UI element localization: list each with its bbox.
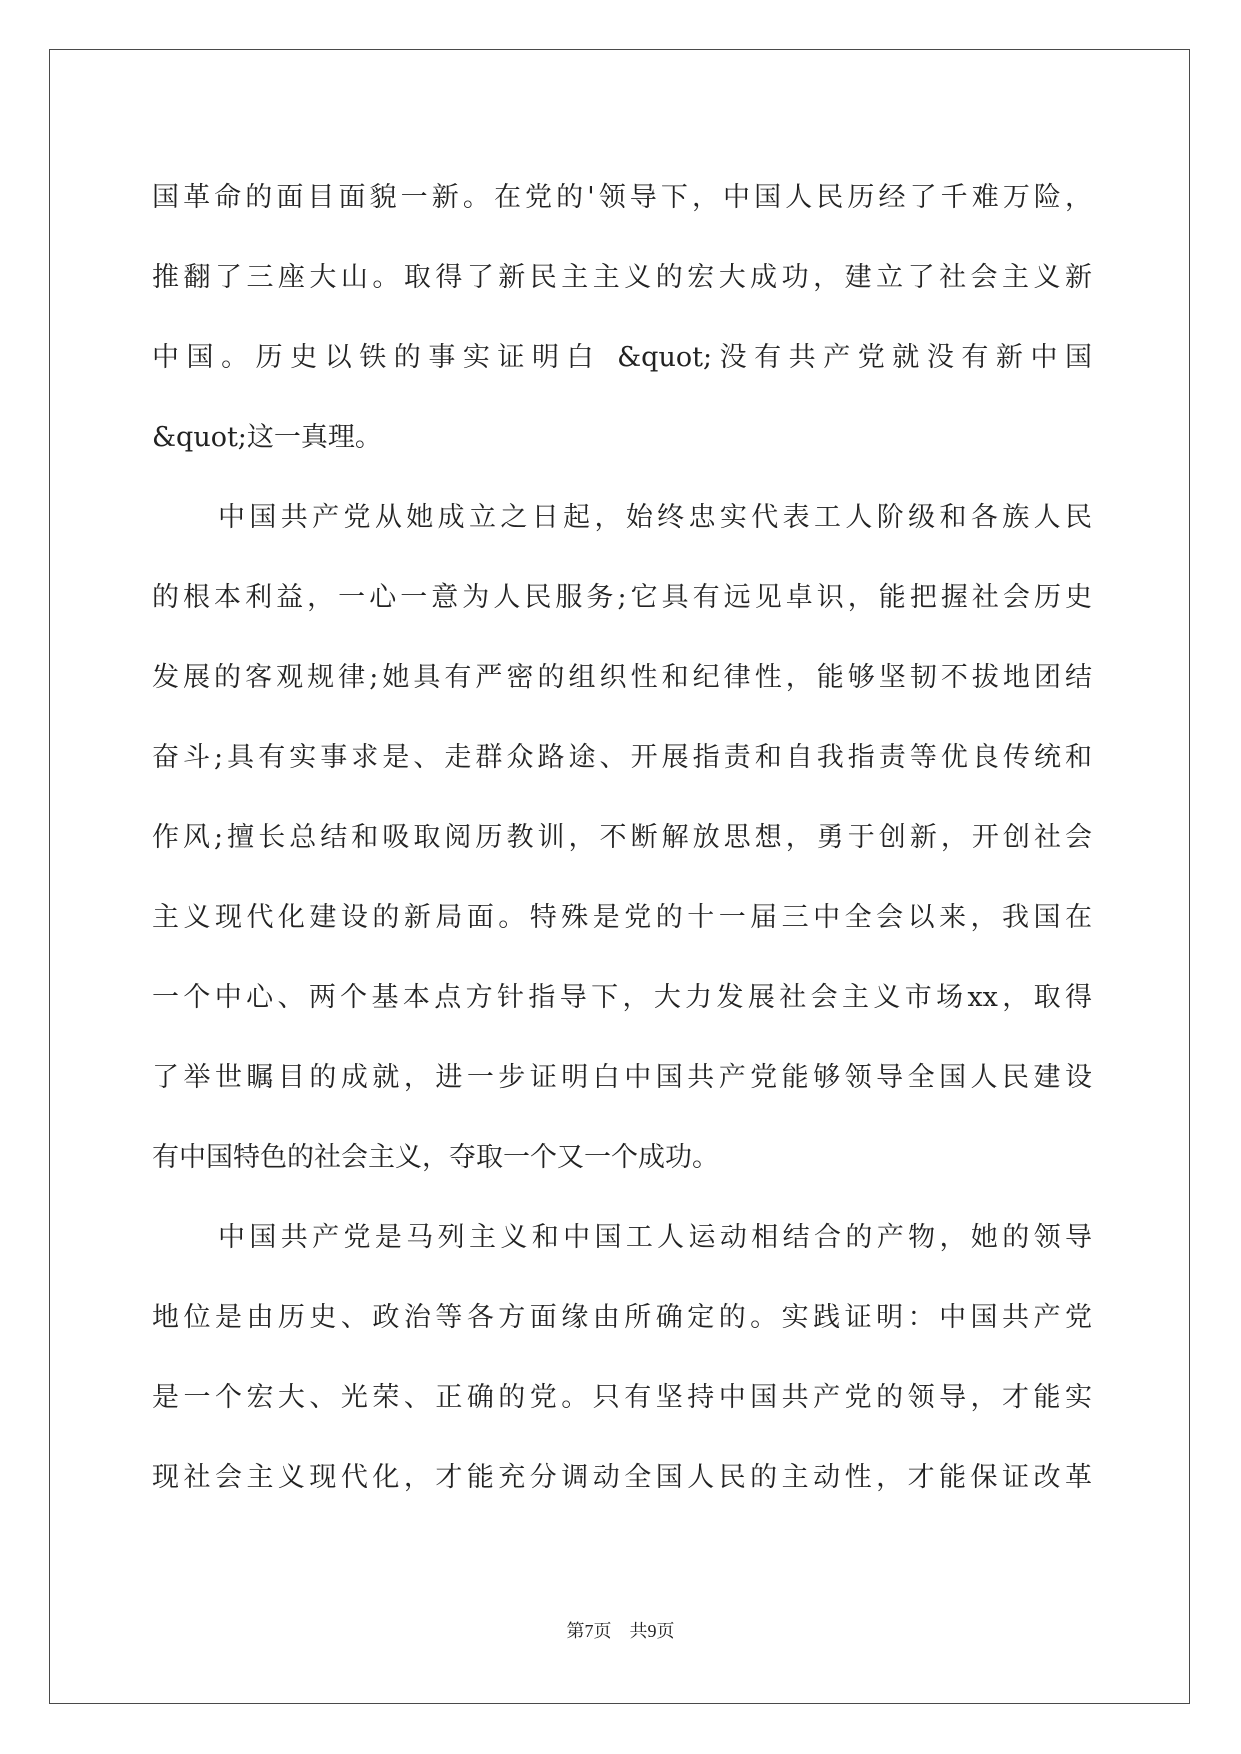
- text-line: 中国共产党从她成立之日起，始终忠实代表工人阶级和各族人民: [218, 502, 1092, 533]
- document-body: [152, 158, 1092, 1598]
- text-line: 发展的客观规律;她具有严密的组织性和纪律性，能够坚韧不拔地团结: [152, 662, 1092, 693]
- page-number: 第7页 共9页: [566, 1621, 675, 1641]
- text-line: 现社会主义现代化，才能充分调动全国人民的主动性，才能保证改革: [152, 1462, 1092, 1493]
- text-line: 有中国特色的社会主义，夺取一个又一个成功。: [152, 1142, 719, 1173]
- text-line: 的根本利益，一心一意为人民服务;它具有远见卓识，能把握社会历史: [152, 582, 1092, 613]
- text-line: 中国共产党是马列主义和中国工人运动相结合的产物，她的领导: [218, 1222, 1092, 1253]
- text-line: 推翻了三座大山。取得了新民主主义的宏大成功，建立了社会主义新: [152, 262, 1092, 293]
- text-line: 了举世瞩目的成就，进一步证明白中国共产党能够领导全国人民建设: [152, 1062, 1092, 1093]
- text-line: 主义现代化建设的新局面。特殊是党的十一届三中全会以来，我国在: [152, 902, 1092, 933]
- text-line: 一个中心、两个基本点方针指导下，大力发展社会主义市场xx，取得: [152, 982, 1092, 1013]
- text-line: 奋斗;具有实事求是、走群众路途、开展指责和自我指责等优良传统和: [152, 742, 1092, 773]
- text-line: 中国。历史以铁的事实证明白 &quot;没有共产党就没有新中国: [152, 342, 1092, 373]
- text-line: 是一个宏大、光荣、正确的党。只有坚持中国共产党的领导，才能实: [152, 1382, 1092, 1413]
- text-line: 国革命的面目面貌一新。在党的'领导下，中国人民历经了千难万险，: [152, 182, 1092, 213]
- text-line: 作风;擅长总结和吸取阅历教训，不断解放思想，勇于创新，开创社会: [152, 822, 1092, 853]
- text-line: &quot;这一真理。: [152, 422, 382, 453]
- text-line: 地位是由历史、政治等各方面缘由所确定的。实践证明：中国共产党: [152, 1302, 1092, 1333]
